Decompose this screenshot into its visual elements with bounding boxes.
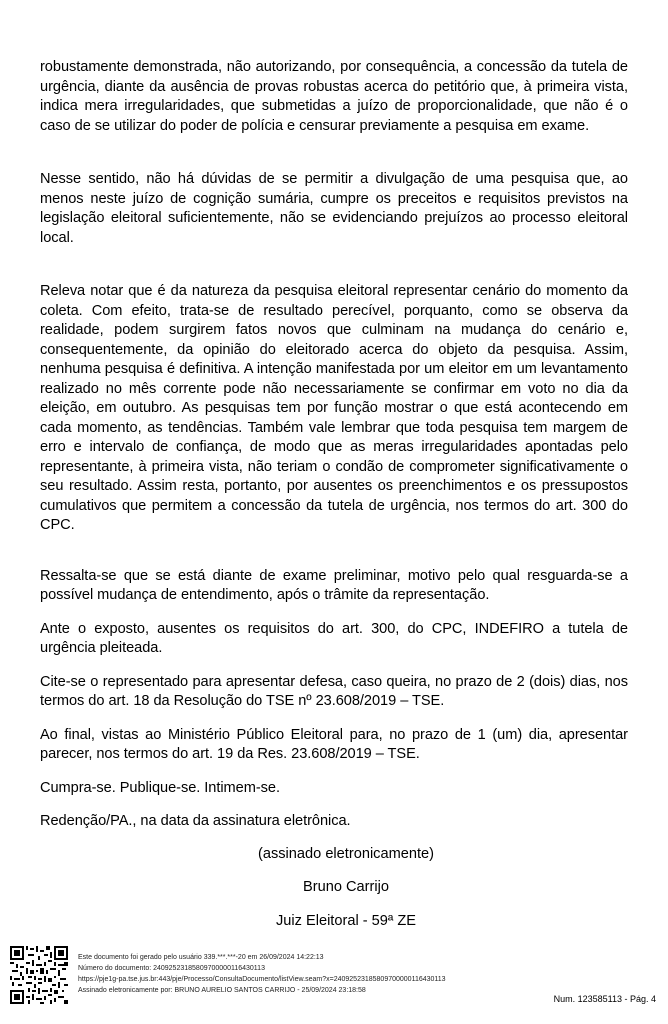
document-body	[40, 58, 628, 945]
paragraph-2: Nesse sentido, não há dúvidas de se permitir a divulgação de uma pesquisa que, ao menos neste juízo de cognição sumária, cumpre os preceitos e requisitos previstos na legislação eleitoral suficientemente, não se evidenciando prejuízos ao processo eleitoral local.	[40, 171, 628, 246]
page-number: Num. 123585113 - Pág. 4	[553, 994, 656, 1004]
paragraph-6: Cite-se o representado para apresentar defesa, caso queira, no prazo de 2 (dois) dias, nos termos do art. 18 da Resolução do TSE nº 23.608/2019 – TSE.	[40, 673, 628, 709]
footer-metadata	[78, 952, 446, 996]
paragraph-3: Releva notar que é da natureza da pesquisa eleitoral representar cenário do momento da coleta. Com efeito, trata-se de resultado perecível, porquanto, como se observa da realidade, podem surgirem fatos novos que culminam na mudança do cenário e, consequentemente, da opinião do eleitorado acerca do objeto da pesquisa. Assim, nenhuma pesquisa é definitiva. A intenção manifestada por um eleitor em um levantamento realizado no mês corrente pode não necessariamente se confirmar em voto no dia da eleição, em outubro. As pesquisas tem por função mostrar o que está acontecendo em cada momento, as tendências. Também vale lembrar que toda pesquisa tem margem de erro e intervalo de confiança, de modo que as meras irregularidades apontadas pelo representante, à primeira vista, não teriam o condão de comprometer significativamente o seu resultado. Assim resta, portanto, por ausentes os preenchimentos e os pressupostos cumulativos que permitem a concessão da tutela de urgência, nos termos do art. 300 do CPC.	[40, 283, 628, 533]
document-footer	[10, 946, 660, 1006]
signature-block	[40, 845, 628, 932]
footer-document-number: Número do documento: 24092523185809700000116430113	[78, 965, 265, 972]
signer-role: Juiz Eleitoral - 59ª ZE	[275, 912, 417, 929]
paragraph-5: Ante o exposto, ausentes os requisitos do art. 300, do CPC, INDEFIRO a tutela de urgência pleiteada.	[40, 620, 628, 656]
paragraph-4: Ressalta-se que se está diante de exame preliminar, motivo pelo qual resguarda-se a possível mudança de entendimento, após o trâmite da representação.	[40, 567, 628, 603]
signer-name: Bruno Carrijo	[303, 879, 389, 895]
footer-signed-by: Assinado eletronicamente por: BRUNO AURELIO SANTOS CARRIJO - 25/09/2024 23:18:58	[78, 987, 366, 994]
paragraph-7: Ao final, vistas ao Ministério Público Eleitoral para, no prazo de 1 (um) dia, apresentar parecer, nos termos do art. 19 da Res. 23.608/2019 – TSE.	[40, 726, 628, 762]
paragraph-9: Redenção/PA., na data da assinatura eletrônica.	[40, 813, 351, 829]
paragraph-1: robustamente demonstrada, não autorizando, por consequência, a concessão da tutela de urgência, diante da ausência de provas robustas acerca do petitório que, à primeira vista, indica mera irregularidades, que submetidas a juízo de proporcionalidade, que não é o caso de se utilizar do poder de polícia e censurar previamente a pesquisa em exame.	[40, 59, 628, 134]
footer-document-url[interactable]: https://pje1g-pa.tse.jus.br:443/pje/Processo/ConsultaDocumento/listView.seam?x=24092523185809700000116430113	[78, 976, 446, 983]
footer-generated-by: Este documento foi gerado pelo usuário 339.***.***-20 em 26/09/2024 14:22:13	[78, 954, 324, 961]
paragraph-8: Cumpra-se. Publique-se. Intimem-se.	[40, 779, 280, 796]
signature-note: (assinado eletronicamente)	[257, 845, 435, 862]
qr-code-icon[interactable]	[10, 946, 68, 1004]
